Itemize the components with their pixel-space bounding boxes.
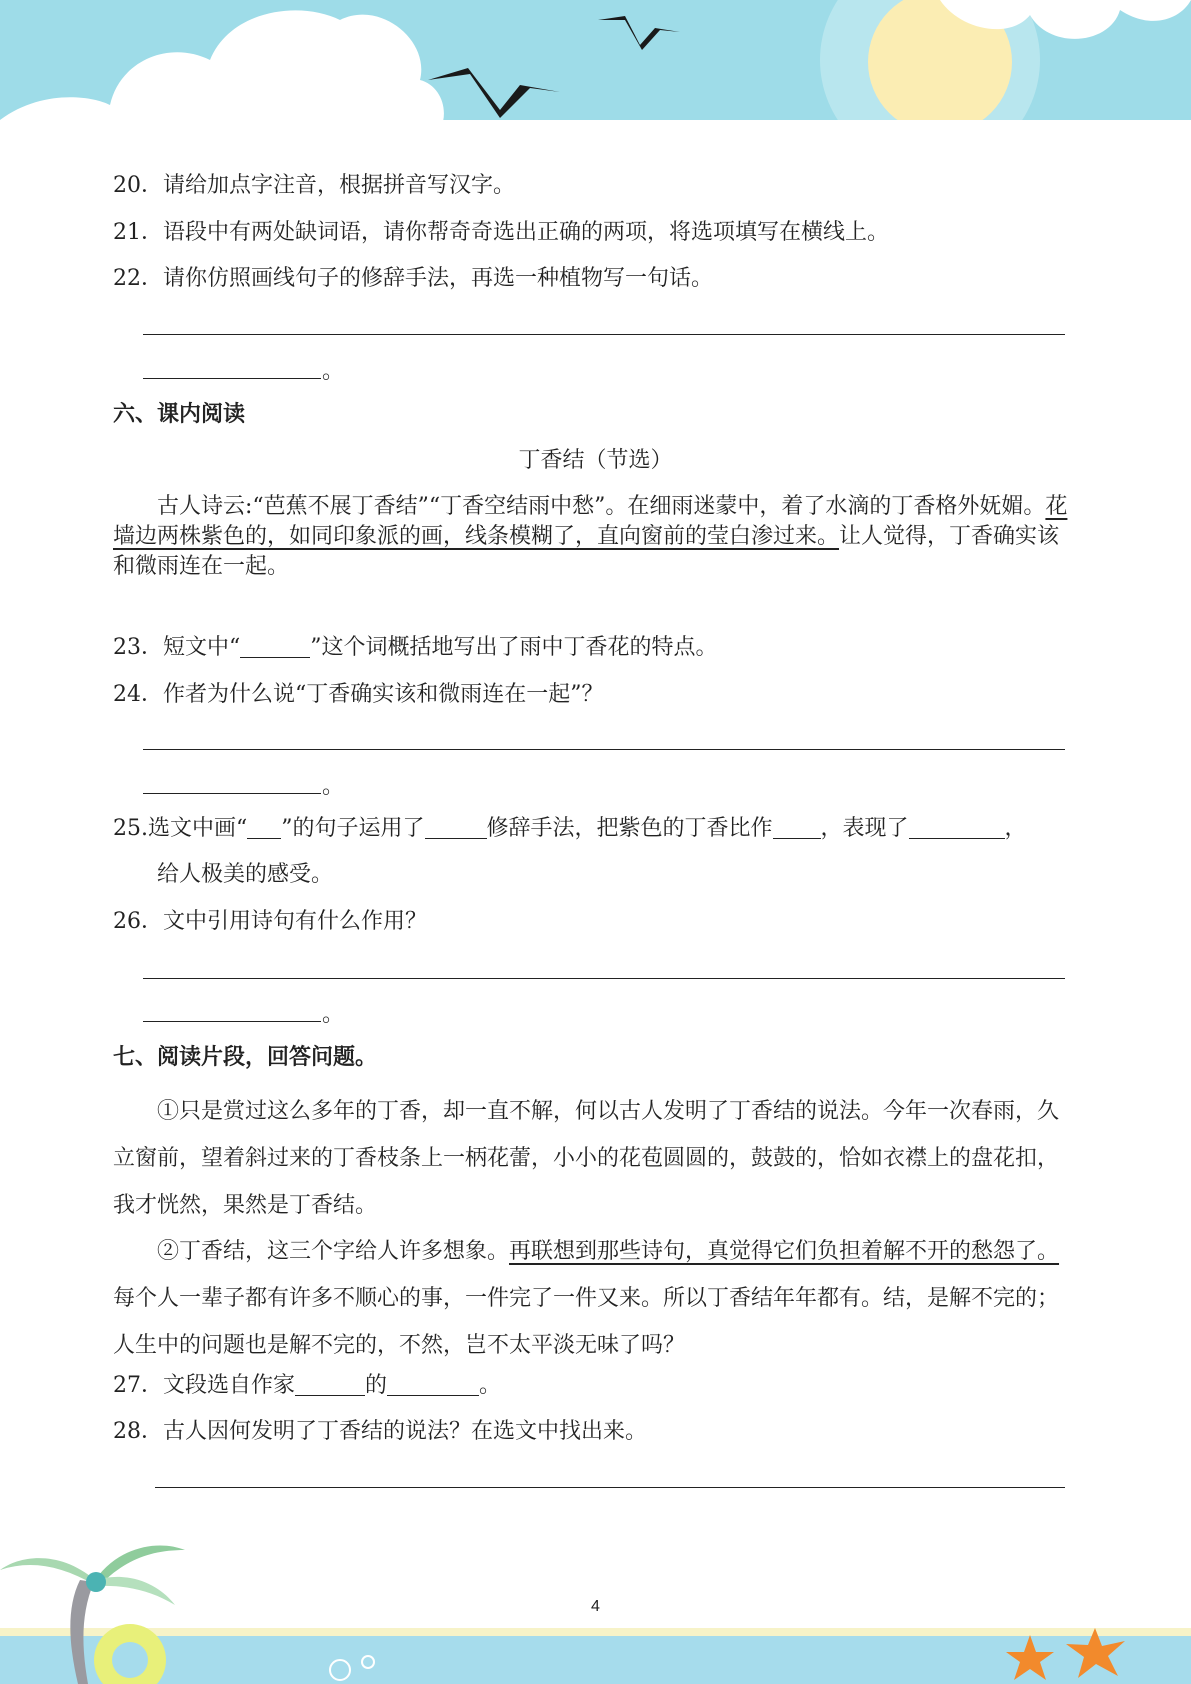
question-26: 26．文中引用诗句有什么作用？ xyxy=(113,909,428,934)
fill-blank[interactable] xyxy=(773,814,821,839)
passage-section-6: 古人诗云:“芭蕉不展丁香结”“丁香空结雨中愁”。在细雨迷蒙中，着了水滴的丁香格外妩媚。花墙边两株紫色的，如同印象派的画，线条模糊了，直向窗前的莹白渗过来。让人觉得，丁香确实该和微雨连在一起。 xyxy=(113,494,1068,579)
answer-line[interactable] xyxy=(143,978,1065,979)
question-24: 24．作者为什么说“丁香确实该和微雨连在一起”？ xyxy=(113,682,604,707)
question-28: 28．古人因何发明了丁香结的说法？在选文中找出来。 xyxy=(113,1419,648,1444)
underlined-sentence: 再联想到那些诗句，真觉得它们负担着解不开的愁怨了。 xyxy=(509,1239,1060,1264)
passage-section-7-p1: ①只是赏过这么多年的丁香，却一直不解，何以古人发明了丁香结的说法。今年一次春雨，久立窗前，望着斜过来的丁香枝条上一柄花蕾，小小的花苞圆圆的，鼓鼓的，恰如衣襟上的盘花扣，我才恍然，果然是丁香结。 xyxy=(113,1099,1060,1218)
underlined-sentence: 花墙边两株紫色的，如同印象派的画，线条模糊了，直向窗前的莹白渗过来。 xyxy=(113,494,1068,549)
question-25-cont: 给人极美的感受。 xyxy=(157,862,334,887)
question-20: 20．请给加点字注音，根据拼音写汉字。 xyxy=(113,173,516,198)
period-mark: 。 xyxy=(322,1002,345,1027)
section-6-heading: 六、课内阅读 xyxy=(113,402,246,427)
passage-section-7-p2: ②丁香结，这三个字给人许多想象。再联想到那些诗句，真觉得它们负担着解不开的愁怨了。每个人一辈子都有许多不顺心的事，一件完了一件又来。所以丁香结年年都有。结，是解不完的；人生中的问题也是解不完的，不然，岂不太平淡无味了吗？ xyxy=(113,1239,1060,1358)
period-mark: 。 xyxy=(322,774,345,799)
question-23: 23．短文中“ ”这个词概括地写出了雨中丁香花的特点。 xyxy=(113,635,718,660)
fill-blank[interactable] xyxy=(425,814,487,839)
answer-line-short[interactable] xyxy=(143,793,321,794)
question-21: 21．语段中有两处缺词语，请你帮奇奇选出正确的两项，将选项填写在横线上。 xyxy=(113,220,890,245)
answer-line-short[interactable] xyxy=(143,378,321,379)
period-mark: 。 xyxy=(322,359,345,384)
fill-blank[interactable] xyxy=(240,633,310,658)
answer-line[interactable] xyxy=(143,334,1065,335)
fill-blank[interactable] xyxy=(387,1371,479,1396)
answer-line-short[interactable] xyxy=(143,1021,321,1022)
answer-line[interactable] xyxy=(143,749,1065,750)
passage-title: 丁香结（节选） xyxy=(518,448,673,473)
question-27: 27．文段选自作家 的 。 xyxy=(113,1373,502,1398)
fill-blank[interactable] xyxy=(295,1371,365,1396)
fill-blank[interactable] xyxy=(909,814,1005,839)
page-number: 4 xyxy=(591,1598,600,1615)
question-25: 25.选文中画“ ”的句子运用了 修辞手法，把紫色的丁香比作 ，表现了 ， xyxy=(113,816,1027,841)
question-22: 22．请你仿照画线句子的修辞手法，再选一种植物写一句话。 xyxy=(113,266,714,291)
section-7-heading: 七、阅读片段，回答问题。 xyxy=(113,1045,378,1070)
answer-line[interactable] xyxy=(155,1487,1065,1488)
fill-blank[interactable] xyxy=(247,814,281,839)
